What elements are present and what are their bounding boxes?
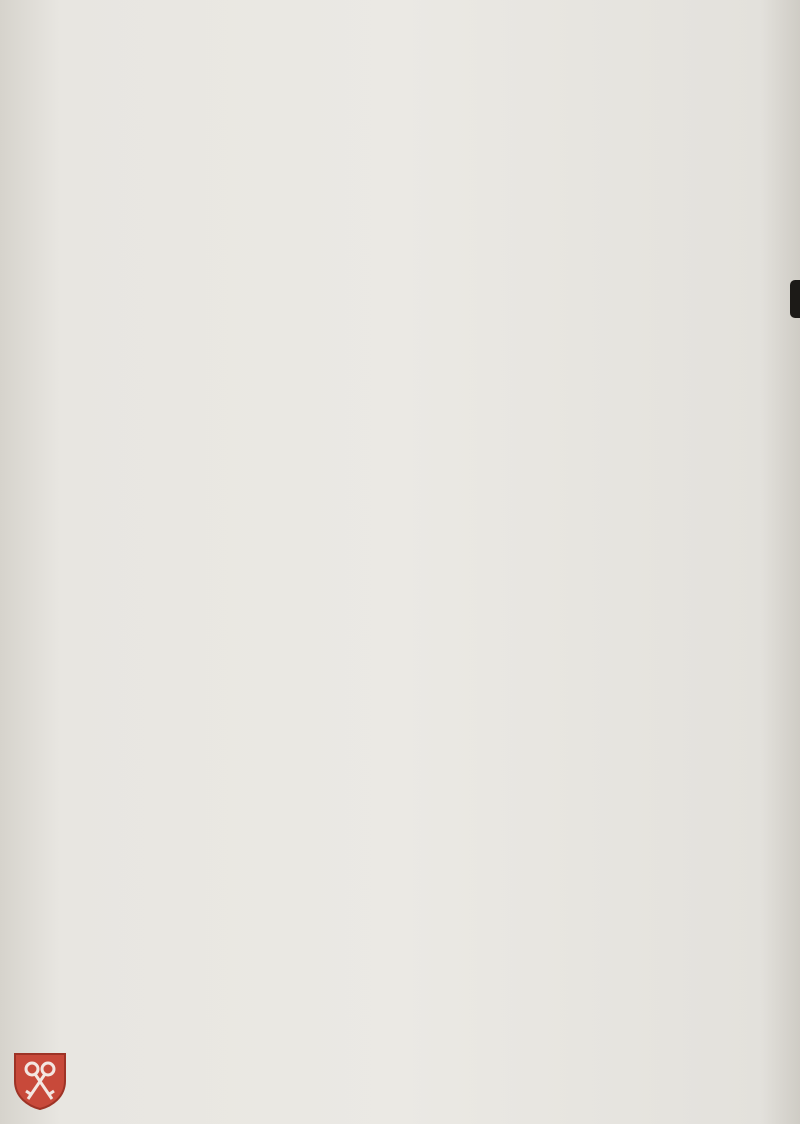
- page-edge-tab: [790, 280, 800, 318]
- running-header: [0, 34, 800, 64]
- seal-logo-icon: [12, 1051, 68, 1111]
